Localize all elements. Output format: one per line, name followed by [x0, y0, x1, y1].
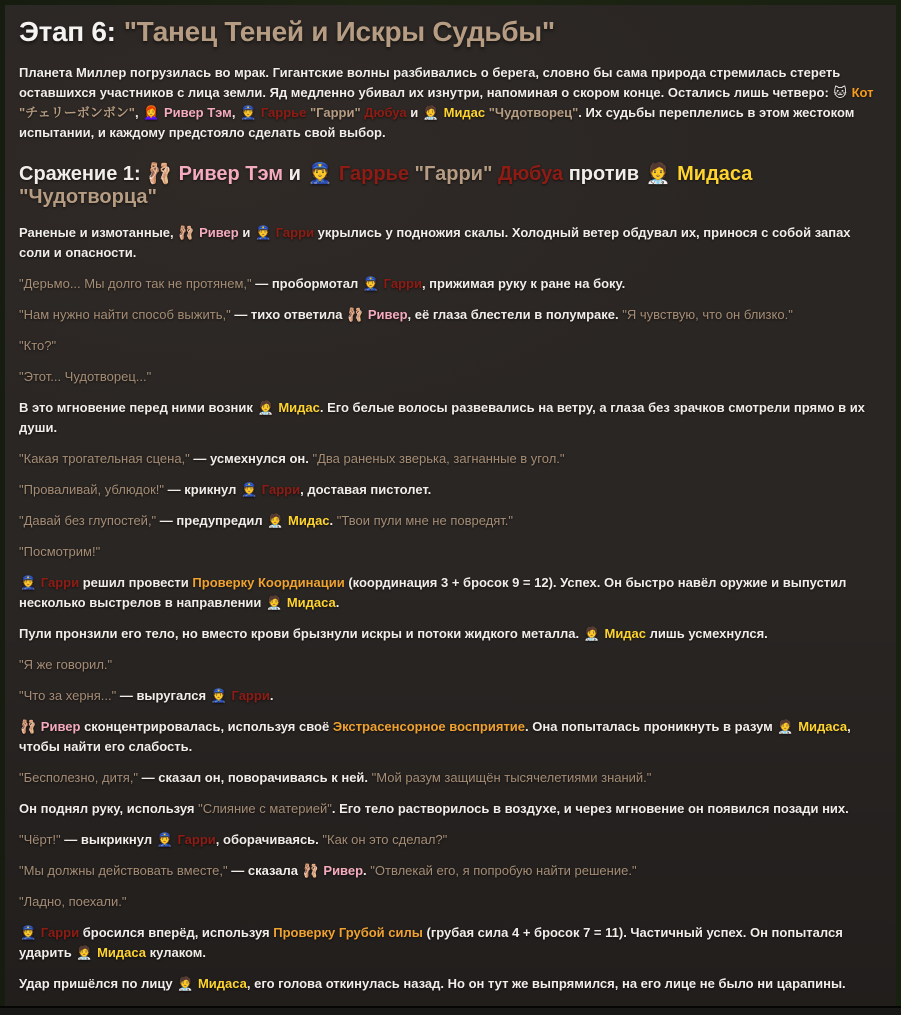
narration-text: (грубая сила 4 + бросок 7 = 11). Частичный успех. Он попытался ударить — [19, 925, 843, 960]
story-paragraph — [19, 655, 882, 675]
dialogue-quote: "Кто?" — [19, 338, 57, 353]
character-nickname: "Гарри" — [408, 163, 493, 185]
character-name-harry: Дюбуа — [360, 105, 407, 120]
narration-text: кулаком. — [146, 945, 207, 960]
dialogue-quote: "Мой разум защищён тысячелетиями знаний." — [371, 770, 652, 785]
health-worker-emoji-icon: 🧑‍⚕️ — [583, 626, 600, 641]
character-name-harry: Гарри — [272, 225, 315, 240]
story-body — [19, 223, 882, 994]
narration-text: — выругался — [116, 688, 210, 703]
police-officer-emoji-icon: 👮 — [20, 575, 37, 590]
narration-text: — крикнул — [164, 482, 240, 497]
narration-text: и — [406, 105, 422, 120]
stage-title: "Танец Теней и Искры Судьбы" — [123, 16, 555, 47]
health-worker-emoji-icon: 🧑‍⚕️ — [257, 400, 274, 415]
police-officer-emoji-icon: 👮 — [210, 688, 227, 703]
story-container — [5, 5, 896, 1015]
narration-text: , прижимая руку к ране на боку. — [421, 276, 626, 291]
story-paragraph — [19, 274, 882, 294]
health-worker-emoji-icon: 🧑‍⚕️ — [645, 163, 671, 185]
health-worker-emoji-icon: 🧑‍⚕️ — [76, 945, 93, 960]
story-paragraph — [19, 336, 882, 356]
narration-text: сконцентрировалась, используя своё — [80, 719, 333, 734]
dialogue-quote: "Ладно, поехали." — [19, 894, 127, 909]
character-name-cat: Кот — [847, 85, 874, 100]
narration-text: Раненые и измотанные, — [19, 225, 178, 240]
story-paragraph — [19, 892, 882, 912]
ballet-shoes-emoji-icon: 🩰 — [302, 863, 319, 878]
narration-text: — тихо ответила — [230, 307, 347, 322]
character-name-harry: Гарри — [37, 575, 80, 590]
narration-text: против — [563, 163, 645, 185]
stage-heading — [19, 15, 882, 49]
narration-text: . Его тело растворилось в воздухе, и через мгновение он появился позади них. — [331, 801, 849, 816]
story-paragraph — [19, 480, 882, 500]
narration-text: — выкрикнул — [60, 832, 156, 847]
narration-text: — пробормотал — [251, 276, 362, 291]
character-name-harry: Гарри — [173, 832, 216, 847]
narration-text: . — [335, 595, 340, 610]
narration-text: Пули пронзили его тело, но вместо крови брызнули искры и потоки жидкого металла. — [19, 626, 583, 641]
character-name-midas: Мидаса — [194, 976, 247, 991]
narration-text: — предупредил — [156, 513, 267, 528]
narration-text: — сказала — [227, 863, 302, 878]
character-name-midas: Мидаса — [671, 163, 753, 185]
dialogue-quote: "Давай без глупостей," — [19, 513, 157, 528]
narration-text: , — [134, 105, 143, 120]
narration-text: Сражение 1: — [19, 163, 147, 185]
story-paragraph — [19, 974, 882, 994]
character-name-river: Ривер Тэм — [160, 105, 232, 120]
narration-text: Планета Миллер погрузилась во мрак. Гигантские волны разбивались о берега, словно бы сама природа стремилась стереть оставшихся участников с лица земли. Яд медленно убивал их изнутри, напоминая о скором конце. Остались лишь четверо: — [19, 65, 841, 100]
dialogue-quote: "Что за херня..." — [19, 688, 117, 703]
story-paragraph — [19, 799, 882, 819]
story-paragraph — [19, 686, 882, 706]
story-paragraph — [19, 830, 882, 850]
dialogue-quote: "Слияние с материей" — [198, 801, 332, 816]
skill-check-name: Экстрасенсорное восприятие — [332, 719, 526, 734]
narration-text: , чтобы найти его слабость. — [19, 719, 851, 754]
narration-text: . — [269, 688, 274, 703]
character-name-midas: Мидас — [274, 400, 320, 415]
story-paragraph — [19, 542, 882, 562]
narration-text: Он поднял руку, используя — [19, 801, 199, 816]
character-name-harry: Гарри — [37, 925, 80, 940]
health-worker-emoji-icon: 🧑‍⚕️ — [266, 595, 283, 610]
narration-text: . Она попыталась проникнуть в разум — [525, 719, 777, 734]
next-section-edge — [0, 1006, 901, 1015]
narration-text: бросился вперёд, используя — [79, 925, 274, 940]
character-nickname: "Гарри" — [306, 105, 361, 120]
dialogue-quote: "Какая трогательная сцена," — [19, 451, 190, 466]
character-nickname: "Чудотворец" — [485, 105, 579, 120]
character-name-harry: Дюбуа — [492, 163, 564, 185]
character-name-midas: Мидаса — [794, 719, 848, 734]
character-name-harry: Гаррье — [257, 105, 307, 120]
ballet-shoes-emoji-icon: 🩰 — [347, 307, 364, 322]
narration-text: укрылись у подножия скалы. Холодный ветер обдувал их, принося с собой запах соли и опасности. — [19, 225, 851, 260]
character-name-harry: Гарри — [380, 276, 422, 291]
police-officer-emoji-icon: 👮 — [307, 163, 333, 185]
character-name-river: Ривер — [195, 225, 239, 240]
narration-text: , её глаза блестели в полумраке. — [407, 307, 623, 322]
character-nickname: "チェリーボンボン" — [19, 105, 135, 120]
health-worker-emoji-icon: 🧑‍⚕️ — [267, 513, 284, 528]
story-paragraph — [19, 923, 882, 963]
cat-face-emoji-icon: 🐱 — [833, 85, 847, 100]
narration-text: В это мгновение перед ними возник — [19, 400, 257, 415]
story-paragraph — [19, 63, 882, 143]
character-nickname: "Чудотворца" — [19, 186, 157, 208]
woman-red-hair-emoji-icon: 👩‍🦰 — [143, 105, 160, 120]
police-officer-emoji-icon: 👮 — [362, 276, 380, 291]
dialogue-quote: "Проваливай, ублюдок!" — [19, 482, 165, 497]
character-name-river: Ривер — [37, 719, 81, 734]
dialogue-quote: "Посмотрим!" — [19, 544, 101, 559]
intro-paragraph-slot — [19, 63, 882, 143]
police-officer-emoji-icon: 👮 — [254, 225, 272, 240]
narration-text: — сказал он, поворачиваясь к ней. — [138, 770, 372, 785]
narration-text: решил провести — [79, 575, 193, 590]
health-worker-emoji-icon: 🧑‍⚕️ — [422, 105, 439, 120]
dialogue-quote: "Два раненых зверька, загнанные в угол." — [312, 451, 565, 466]
narration-text: Удар пришёлся по лицу — [19, 976, 177, 991]
narration-text: (координация 3 + бросок 9 = 12). Успех. Он быстро навёл оружие и выпустил несколько выстрелов в направлении — [19, 575, 847, 610]
story-paragraph — [19, 511, 882, 531]
narration-text: — усмехнулся он. — [189, 451, 313, 466]
character-name-river: Ривер Тэм — [173, 163, 284, 185]
story-paragraph — [19, 573, 882, 613]
story-paragraph — [19, 861, 882, 881]
narration-text: и — [283, 163, 307, 185]
character-name-harry: Гарри — [258, 482, 301, 497]
narration-text: . Его белые волосы развевались на ветру, а глаза без зрачков смотрели прямо в их души. — [19, 400, 865, 435]
dialogue-quote: "Твои пули мне не повредят." — [336, 513, 514, 528]
police-officer-emoji-icon: 👮 — [20, 925, 37, 940]
ballet-shoes-emoji-icon: 🩰 — [20, 719, 37, 734]
dialogue-quote: "Этот... Чудотворец..." — [19, 369, 152, 384]
story-paragraph — [19, 768, 882, 788]
dialogue-quote: "Дерьмо... Мы долго так не протянем," — [19, 276, 252, 291]
character-name-midas: Мидаса — [283, 595, 336, 610]
story-paragraph — [19, 305, 882, 325]
character-name-midas: Мидас — [440, 105, 486, 120]
narration-text: лишь усмехнулся. — [646, 626, 768, 641]
story-paragraph — [19, 449, 882, 469]
dialogue-quote: "Я же говорил." — [19, 657, 113, 672]
character-name-harry: Гаррье — [333, 163, 409, 185]
dialogue-quote: "Чёрт!" — [19, 832, 61, 847]
character-name-midas: Мидаса — [93, 945, 147, 960]
narration-text: . Их судьбы переплелись в этом жестоком испытании, и каждому предстояло сделать свой выбор. — [19, 105, 855, 140]
story-paragraph — [19, 367, 882, 387]
dialogue-quote: "Как он это сделал?" — [322, 832, 448, 847]
police-officer-emoji-icon: 👮 — [240, 105, 257, 120]
ballet-shoes-emoji-icon: 🩰 — [147, 163, 173, 185]
narration-text: . — [363, 863, 371, 878]
narration-text: . — [329, 513, 337, 528]
stage-label: Этап 6: — [19, 16, 116, 47]
police-officer-emoji-icon: 👮 — [156, 832, 173, 847]
dialogue-quote: "Мы должны действовать вместе," — [19, 863, 228, 878]
skill-check-name: Проверку Координации — [192, 575, 345, 590]
dialogue-quote: "Бесполезно, дитя," — [19, 770, 139, 785]
character-name-river: Ривер — [319, 863, 364, 878]
narration-text: , его голова откинулась назад. Но он тут же выпрямился, на его лице не было ни царапины. — [246, 976, 846, 991]
character-name-midas: Мидас — [600, 626, 647, 641]
skill-check-name: Проверку Грубой силы — [273, 925, 423, 940]
health-worker-emoji-icon: 🧑‍⚕️ — [177, 976, 194, 991]
character-name-river: Ривер — [364, 307, 408, 322]
health-worker-emoji-icon: 🧑‍⚕️ — [777, 719, 794, 734]
narration-text: и — [238, 225, 254, 240]
story-paragraph — [19, 398, 882, 438]
dialogue-quote: "Нам нужно найти способ выжить," — [19, 307, 231, 322]
police-officer-emoji-icon: 👮 — [240, 482, 258, 497]
battle-heading — [19, 163, 882, 209]
character-name-harry: Гарри — [227, 688, 270, 703]
dialogue-quote: "Я чувствую, что он близко." — [622, 307, 793, 322]
narration-text: , оборачиваясь. — [215, 832, 323, 847]
narration-text: , доставая пистолет. — [300, 482, 432, 497]
story-paragraph — [19, 624, 882, 644]
story-paragraph — [19, 717, 882, 757]
character-name-midas: Мидас — [284, 513, 330, 528]
story-paragraph — [19, 223, 882, 263]
dialogue-quote: "Отвлекай его, я попробую найти решение." — [370, 863, 637, 878]
ballet-shoes-emoji-icon: 🩰 — [178, 225, 195, 240]
narration-text: , — [231, 105, 240, 120]
